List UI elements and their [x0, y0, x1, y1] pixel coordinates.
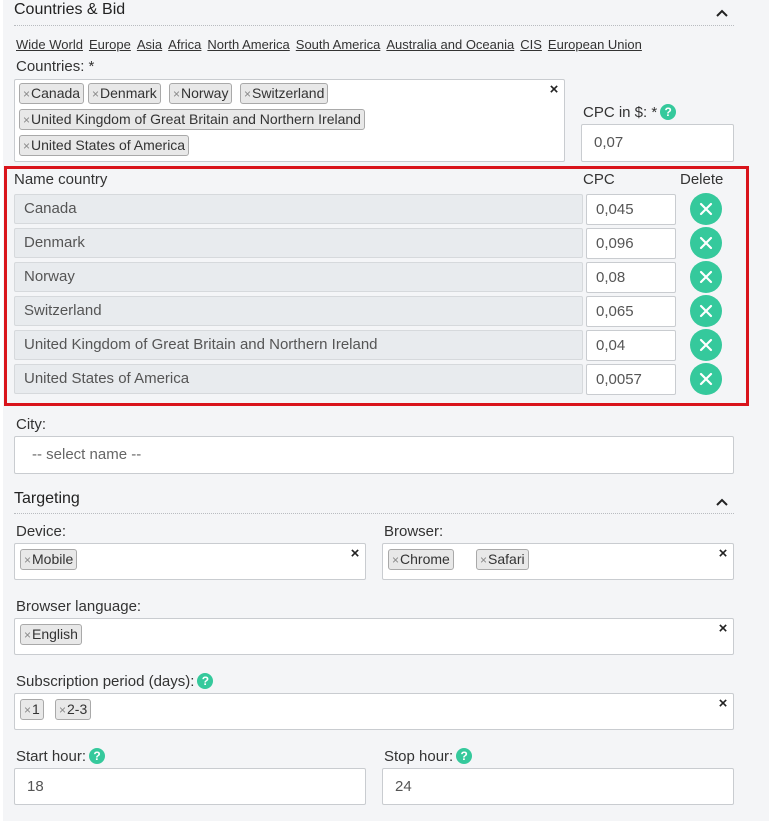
- close-icon: [699, 304, 713, 318]
- clear-icon[interactable]: ×: [718, 620, 728, 637]
- row-country-name: Norway: [14, 262, 583, 292]
- selected-tag: [476, 549, 529, 570]
- row-cpc-input[interactable]: 0,045: [586, 194, 676, 225]
- tag-label: Norway: [181, 85, 229, 101]
- section-divider: [14, 513, 734, 514]
- row-cpc-input[interactable]: 0,04: [586, 330, 676, 361]
- col-delete: Delete: [680, 171, 724, 188]
- delete-row-button[interactable]: [690, 363, 722, 395]
- row-cpc-input[interactable]: 0,096: [586, 228, 676, 259]
- row-country-name: Denmark: [14, 228, 583, 258]
- region-link[interactable]: North America: [207, 37, 290, 52]
- selected-tag: [19, 83, 84, 104]
- clear-icon[interactable]: ×: [350, 545, 360, 562]
- row-country-name: Canada: [14, 194, 583, 224]
- tag-label: 2-3: [67, 701, 88, 717]
- remove-tag-icon[interactable]: ×: [59, 703, 67, 717]
- selected-tag: [388, 549, 454, 570]
- remove-tag-icon[interactable]: ×: [392, 553, 400, 567]
- clear-icon[interactable]: ×: [718, 545, 728, 562]
- row-country-name: United States of America: [14, 364, 583, 394]
- row-cpc-input[interactable]: 0,08: [586, 262, 676, 293]
- tag-label: Canada: [31, 85, 81, 101]
- remove-tag-icon[interactable]: ×: [23, 113, 31, 127]
- close-icon: [699, 236, 713, 250]
- city-select[interactable]: -- select name --: [14, 436, 734, 474]
- remove-tag-icon[interactable]: ×: [480, 553, 488, 567]
- device-label: Device:: [16, 523, 67, 540]
- row-country-name: United Kingdom of Great Britain and Northern Ireland: [14, 330, 583, 360]
- remove-tag-icon[interactable]: ×: [24, 553, 32, 567]
- region-link[interactable]: Australia and Oceania: [386, 37, 515, 52]
- tag-label: Safari: [488, 551, 525, 567]
- row-cpc-input[interactable]: 0,0057: [586, 364, 676, 395]
- tag-label: United States of America: [31, 137, 186, 153]
- close-icon: [699, 338, 713, 352]
- cpc-label: CPC in $: * ?: [583, 104, 676, 121]
- selected-tag: [55, 699, 91, 720]
- region-link[interactable]: CIS: [520, 37, 542, 52]
- delete-row-button[interactable]: [690, 227, 722, 259]
- close-icon: [699, 372, 713, 386]
- delete-row-button[interactable]: [690, 329, 722, 361]
- countries-label: Countries: *: [16, 58, 95, 75]
- tag-label: United Kingdom of Great Britain and Northern Ireland: [31, 111, 361, 127]
- tag-label: Mobile: [32, 551, 74, 567]
- region-link[interactable]: Europe: [88, 37, 131, 52]
- tag-label: Chrome: [400, 551, 450, 567]
- subscription-select[interactable]: [14, 693, 734, 730]
- col-cpc: CPC: [583, 171, 615, 188]
- selected-tag: [19, 109, 365, 130]
- cpc-input[interactable]: 0,07: [581, 124, 734, 162]
- stop-hour-input[interactable]: 24: [382, 768, 734, 805]
- tag-label: 1: [32, 701, 40, 717]
- targeting-section-title: Targeting: [14, 490, 80, 507]
- stop-hour-label: Stop hour: ?: [384, 748, 472, 765]
- browser-language-select[interactable]: [14, 618, 734, 655]
- close-icon: [699, 270, 713, 284]
- chevron-up-icon[interactable]: [715, 8, 729, 18]
- selected-tag: [19, 135, 189, 156]
- help-icon[interactable]: ?: [660, 104, 676, 120]
- help-icon[interactable]: ?: [89, 748, 105, 764]
- region-links: [16, 36, 648, 54]
- region-link[interactable]: Asia: [136, 37, 163, 52]
- start-hour-label: Start hour: ?: [16, 748, 105, 765]
- subscription-label: Subscription period (days): ?: [16, 673, 213, 690]
- remove-tag-icon[interactable]: ×: [23, 139, 31, 153]
- browser-language-label: Browser language:: [16, 598, 142, 615]
- clear-icon[interactable]: ×: [549, 81, 559, 98]
- remove-tag-icon[interactable]: ×: [23, 87, 31, 101]
- row-cpc-input[interactable]: 0,065: [586, 296, 676, 327]
- tag-label: English: [32, 626, 78, 642]
- region-link[interactable]: South America: [295, 37, 381, 52]
- remove-tag-icon[interactable]: ×: [173, 87, 181, 101]
- remove-tag-icon[interactable]: ×: [24, 628, 32, 642]
- row-country-name: Switzerland: [14, 296, 583, 326]
- help-icon[interactable]: ?: [197, 673, 213, 689]
- col-name-country: Name country: [14, 171, 108, 188]
- region-link[interactable]: Wide World: [16, 37, 83, 52]
- tag-label: Denmark: [100, 85, 157, 101]
- countries-section-title: Countries & Bid: [14, 1, 126, 18]
- section-divider: [14, 25, 734, 26]
- selected-tag: [20, 624, 82, 645]
- browser-label: Browser:: [384, 523, 444, 540]
- selected-tag: [88, 83, 161, 104]
- chevron-up-icon[interactable]: [715, 497, 729, 507]
- delete-row-button[interactable]: [690, 295, 722, 327]
- city-label: City:: [16, 416, 46, 433]
- tag-label: Switzerland: [252, 85, 325, 101]
- close-icon: [699, 202, 713, 216]
- help-icon[interactable]: ?: [456, 748, 472, 764]
- delete-row-button[interactable]: [690, 193, 722, 225]
- selected-tag: [240, 83, 328, 104]
- delete-row-button[interactable]: [690, 261, 722, 293]
- selected-tag: [20, 549, 77, 570]
- start-hour-input[interactable]: 18: [14, 768, 366, 805]
- remove-tag-icon[interactable]: ×: [244, 87, 252, 101]
- region-link[interactable]: Africa: [168, 37, 202, 52]
- selected-tag: [169, 83, 232, 104]
- clear-icon[interactable]: ×: [718, 695, 728, 712]
- region-link[interactable]: European Union: [547, 37, 642, 52]
- remove-tag-icon[interactable]: ×: [24, 703, 32, 717]
- remove-tag-icon[interactable]: ×: [92, 87, 100, 101]
- selected-tag: [20, 699, 44, 720]
